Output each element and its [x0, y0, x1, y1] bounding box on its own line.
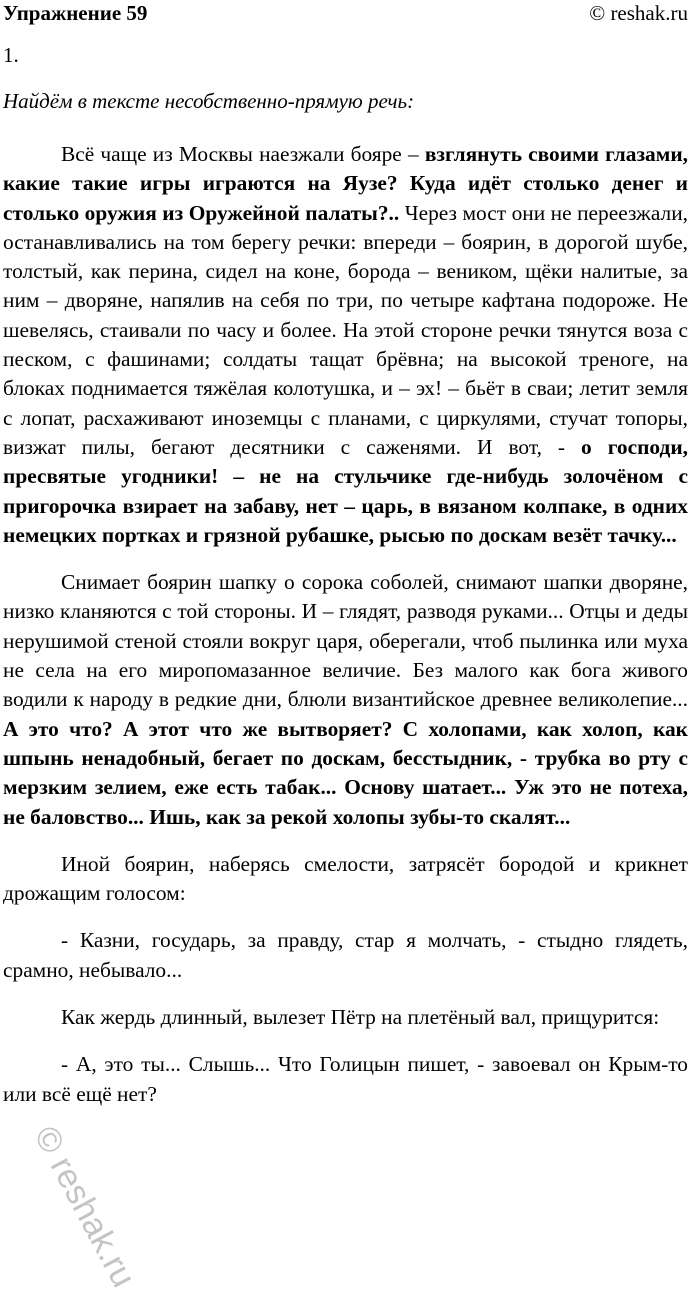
paragraph — [3, 926, 688, 985]
watermark: © reshak.ru — [26, 1120, 143, 1294]
quasi-direct-speech: А это что? А этот что же вытворяет? С холопами, как холоп, как шпынь ненадобный, бегает по доскам, бесстыдник, - трубка во рту с мерзким зелием, еже есть табак... Основу шатает... Уж это не потеха, не баловство... Ишь, как за рекой холопы зубы-то скалят... — [3, 716, 688, 829]
text-segment: Снимает боярин шапку о сорока соболей, снимают шапки дворяне, низко кланяются с той стороны. И – глядят, разводя руками... Отцы и деды нерушимой стеной стояли вокруг царя, оберегали, чтоб пылинка или муха не села на его миропомазанное величие. Без малого как бога живого водили к народу в редкие дни, блюли византийское древнее великолепие... — [3, 570, 688, 712]
text-segment: Через мост они не переезжали, останавливались на том берегу речки: впереди – боярин, в дорогой шубе, толстый, как перина, сидел на коне, борода – веником, щёки налитые, за ним – дворяне, напялив на себя по три, по четыре кафтана подороже. Не шевелясь, стаивали по часу и более. На этой стороне речки тянутся воза с песком, с фашинами; солдаты тащат брёвна; на высокой треноге, на блоках поднимается тяжёлая колотушка, и – эх! – бьёт в сваи; летит земля с лопат, расхаживают иноземцы с планами, с циркулями, стучат топоры, визжат пилы, бегают десятники с саженями. И вот, - — [3, 200, 688, 459]
paragraph — [3, 140, 688, 550]
paragraph — [3, 1050, 688, 1109]
quasi-direct-speech: взглянуть своими глазами, какие такие игры играются на Яузе? Куда идёт столько денег и столько оружия из Оружейной палаты?.. — [3, 142, 688, 225]
item-number: 1. — [3, 43, 19, 67]
task-intro: Найдём в тексте несобственно-прямую речь: — [3, 89, 415, 113]
header — [3, 0, 688, 26]
text-body — [3, 140, 688, 1127]
copyright: © reshak.ru — [589, 0, 688, 25]
text-segment: - Казни, государь, за правду, стар я молчать, - стыдно глядеть, срамно, небывало... — [3, 928, 688, 982]
quasi-direct-speech: о господи, пресвятые угодники! – не на стульчике где-нибудь золочёном с пригорочка взирает на забаву, нет – царь, в вязаном колпаке, в одних немецких портках и грязной рубашке, рысью по доскам везёт тачку... — [3, 434, 688, 547]
paragraph — [3, 1003, 688, 1032]
exercise-title: Упражнение 59 — [3, 0, 148, 25]
text-segment: - А, это ты... Слышь... Что Голицын пишет, - завоевал он Крым-то или всё ещё нет? — [3, 1052, 688, 1106]
paragraph — [3, 568, 688, 832]
text-segment: Всё чаще из Москвы наезжали бояре – — [61, 142, 425, 166]
text-segment: Иной боярин, наберясь смелости, затрясёт бородой и крикнет дрожащим голосом: — [3, 851, 688, 906]
text-segment: Как жердь длинный, вылезет Пётр на плетёный вал, прищурится: — [61, 1005, 660, 1030]
paragraph — [3, 850, 688, 909]
